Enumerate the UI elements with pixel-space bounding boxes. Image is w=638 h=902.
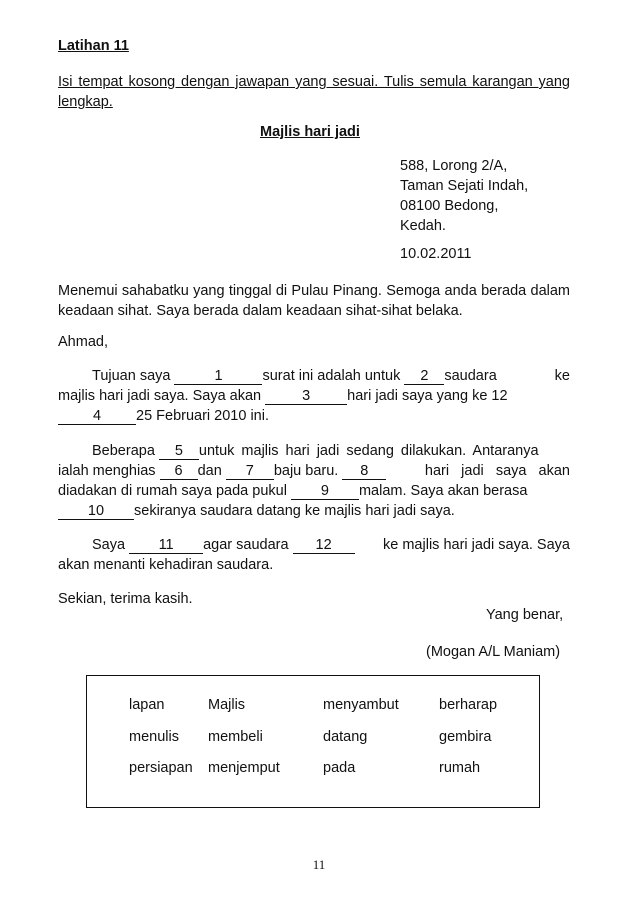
word-bank-word: menyambut: [323, 697, 399, 713]
text-span: akan menanti kehadiran saudara.: [58, 557, 274, 573]
text-span: Saya: [92, 537, 130, 553]
text-span: malam. Saya akan berasa: [358, 483, 528, 499]
closing-text: Sekian, terima kasih.: [58, 591, 193, 607]
word-bank-word: berharap: [439, 697, 498, 713]
word-bank-word: membeli: [208, 729, 263, 745]
text-span: sekiranya saudara datang ke majlis hari jadi saya.: [134, 503, 455, 519]
word-bank-word: menjemput: [208, 760, 280, 776]
address-line: 588, Lorong 2/A,: [400, 158, 508, 174]
word-bank-word: pada: [323, 760, 356, 776]
text-span: dan: [197, 463, 226, 479]
letter-date: 10.02.2011: [400, 246, 472, 262]
text-span: untuk majlis hari jadi sedang dilakukan. Antaranya: [198, 443, 539, 459]
text-span: saudara: [444, 368, 497, 384]
word-bank-word: menulis: [129, 729, 179, 745]
text-span: baju baru.: [273, 463, 343, 479]
instruction-text: Isi tempat kosong dengan jawapan yang sesuai. Tulis semula karangan yang lengkap.: [58, 74, 570, 110]
letter-title: Majlis hari jadi: [260, 124, 360, 140]
word-bank-word: persiapan: [129, 760, 193, 776]
paragraph-line: [58, 537, 570, 554]
blank-12[interactable]: 12: [293, 538, 355, 554]
text-span: Beberapa: [92, 443, 159, 459]
page-number: 11: [312, 857, 326, 872]
word-bank-word: Majlis: [208, 697, 246, 713]
blank-3[interactable]: 3: [265, 389, 347, 405]
word-bank-word: datang: [323, 729, 368, 745]
text-span: majlis hari jadi saya. Saya akan: [58, 388, 266, 404]
sender-address: [400, 156, 528, 236]
word-bank-box: [86, 675, 540, 808]
text-span: hari jadi saya akan: [424, 463, 570, 479]
address-line: Kedah.: [400, 218, 446, 234]
text-span: 25 Februari 2010 ini.: [136, 408, 269, 424]
text-span: ke: [554, 368, 570, 384]
word-bank-word: lapan: [129, 697, 165, 713]
exercise-title: Latihan 11: [58, 38, 129, 54]
word-bank-word: rumah: [439, 760, 481, 776]
blank-4[interactable]: 4: [58, 409, 136, 425]
blank-5[interactable]: 5: [159, 444, 199, 460]
sign-off: Yang benar,: [486, 607, 564, 623]
text-span: diadakan di rumah saya pada pukul: [58, 483, 291, 499]
blank-2[interactable]: 2: [404, 369, 444, 385]
text-span: ke majlis hari jadi saya. Saya: [383, 537, 570, 553]
blank-11[interactable]: 11: [129, 538, 203, 554]
text-span: surat ini adalah untuk: [262, 368, 405, 384]
blank-10[interactable]: 10: [58, 504, 134, 520]
paragraph-line: [58, 503, 570, 520]
salutation: Ahmad,: [58, 334, 108, 350]
blank-1[interactable]: 1: [174, 369, 262, 385]
text-span: Tujuan saya: [92, 368, 175, 384]
text-span: ialah menghias: [58, 463, 160, 479]
opening-paragraph: Menemui sahabatku yang tinggal di Pulau Pinang. Semoga anda berada dalam keadaan sihat. Saya berada dalam keadaan sihat-sihat belaka.: [58, 283, 570, 319]
paragraph-line: [58, 483, 570, 500]
text-span: agar saudara: [203, 537, 293, 553]
word-bank-word: gembira: [439, 729, 492, 745]
address-line: Taman Sejati Indah,: [400, 178, 529, 194]
signature-name: (Mogan A/L Maniam): [426, 644, 561, 660]
paragraph-line: [58, 557, 570, 573]
blank-7[interactable]: 7: [226, 464, 274, 480]
paragraph-line: [58, 443, 570, 460]
paragraph-line: [58, 463, 570, 480]
text-span: hari jadi saya yang ke 12: [347, 388, 508, 404]
paragraph-line: [58, 368, 570, 385]
blank-9[interactable]: 9: [291, 484, 359, 500]
paragraph-line: [58, 388, 570, 405]
blank-8[interactable]: 8: [342, 464, 386, 480]
address-line: 08100 Bedong,: [400, 198, 499, 214]
blank-6[interactable]: 6: [160, 464, 198, 480]
paragraph-line: [58, 408, 570, 425]
